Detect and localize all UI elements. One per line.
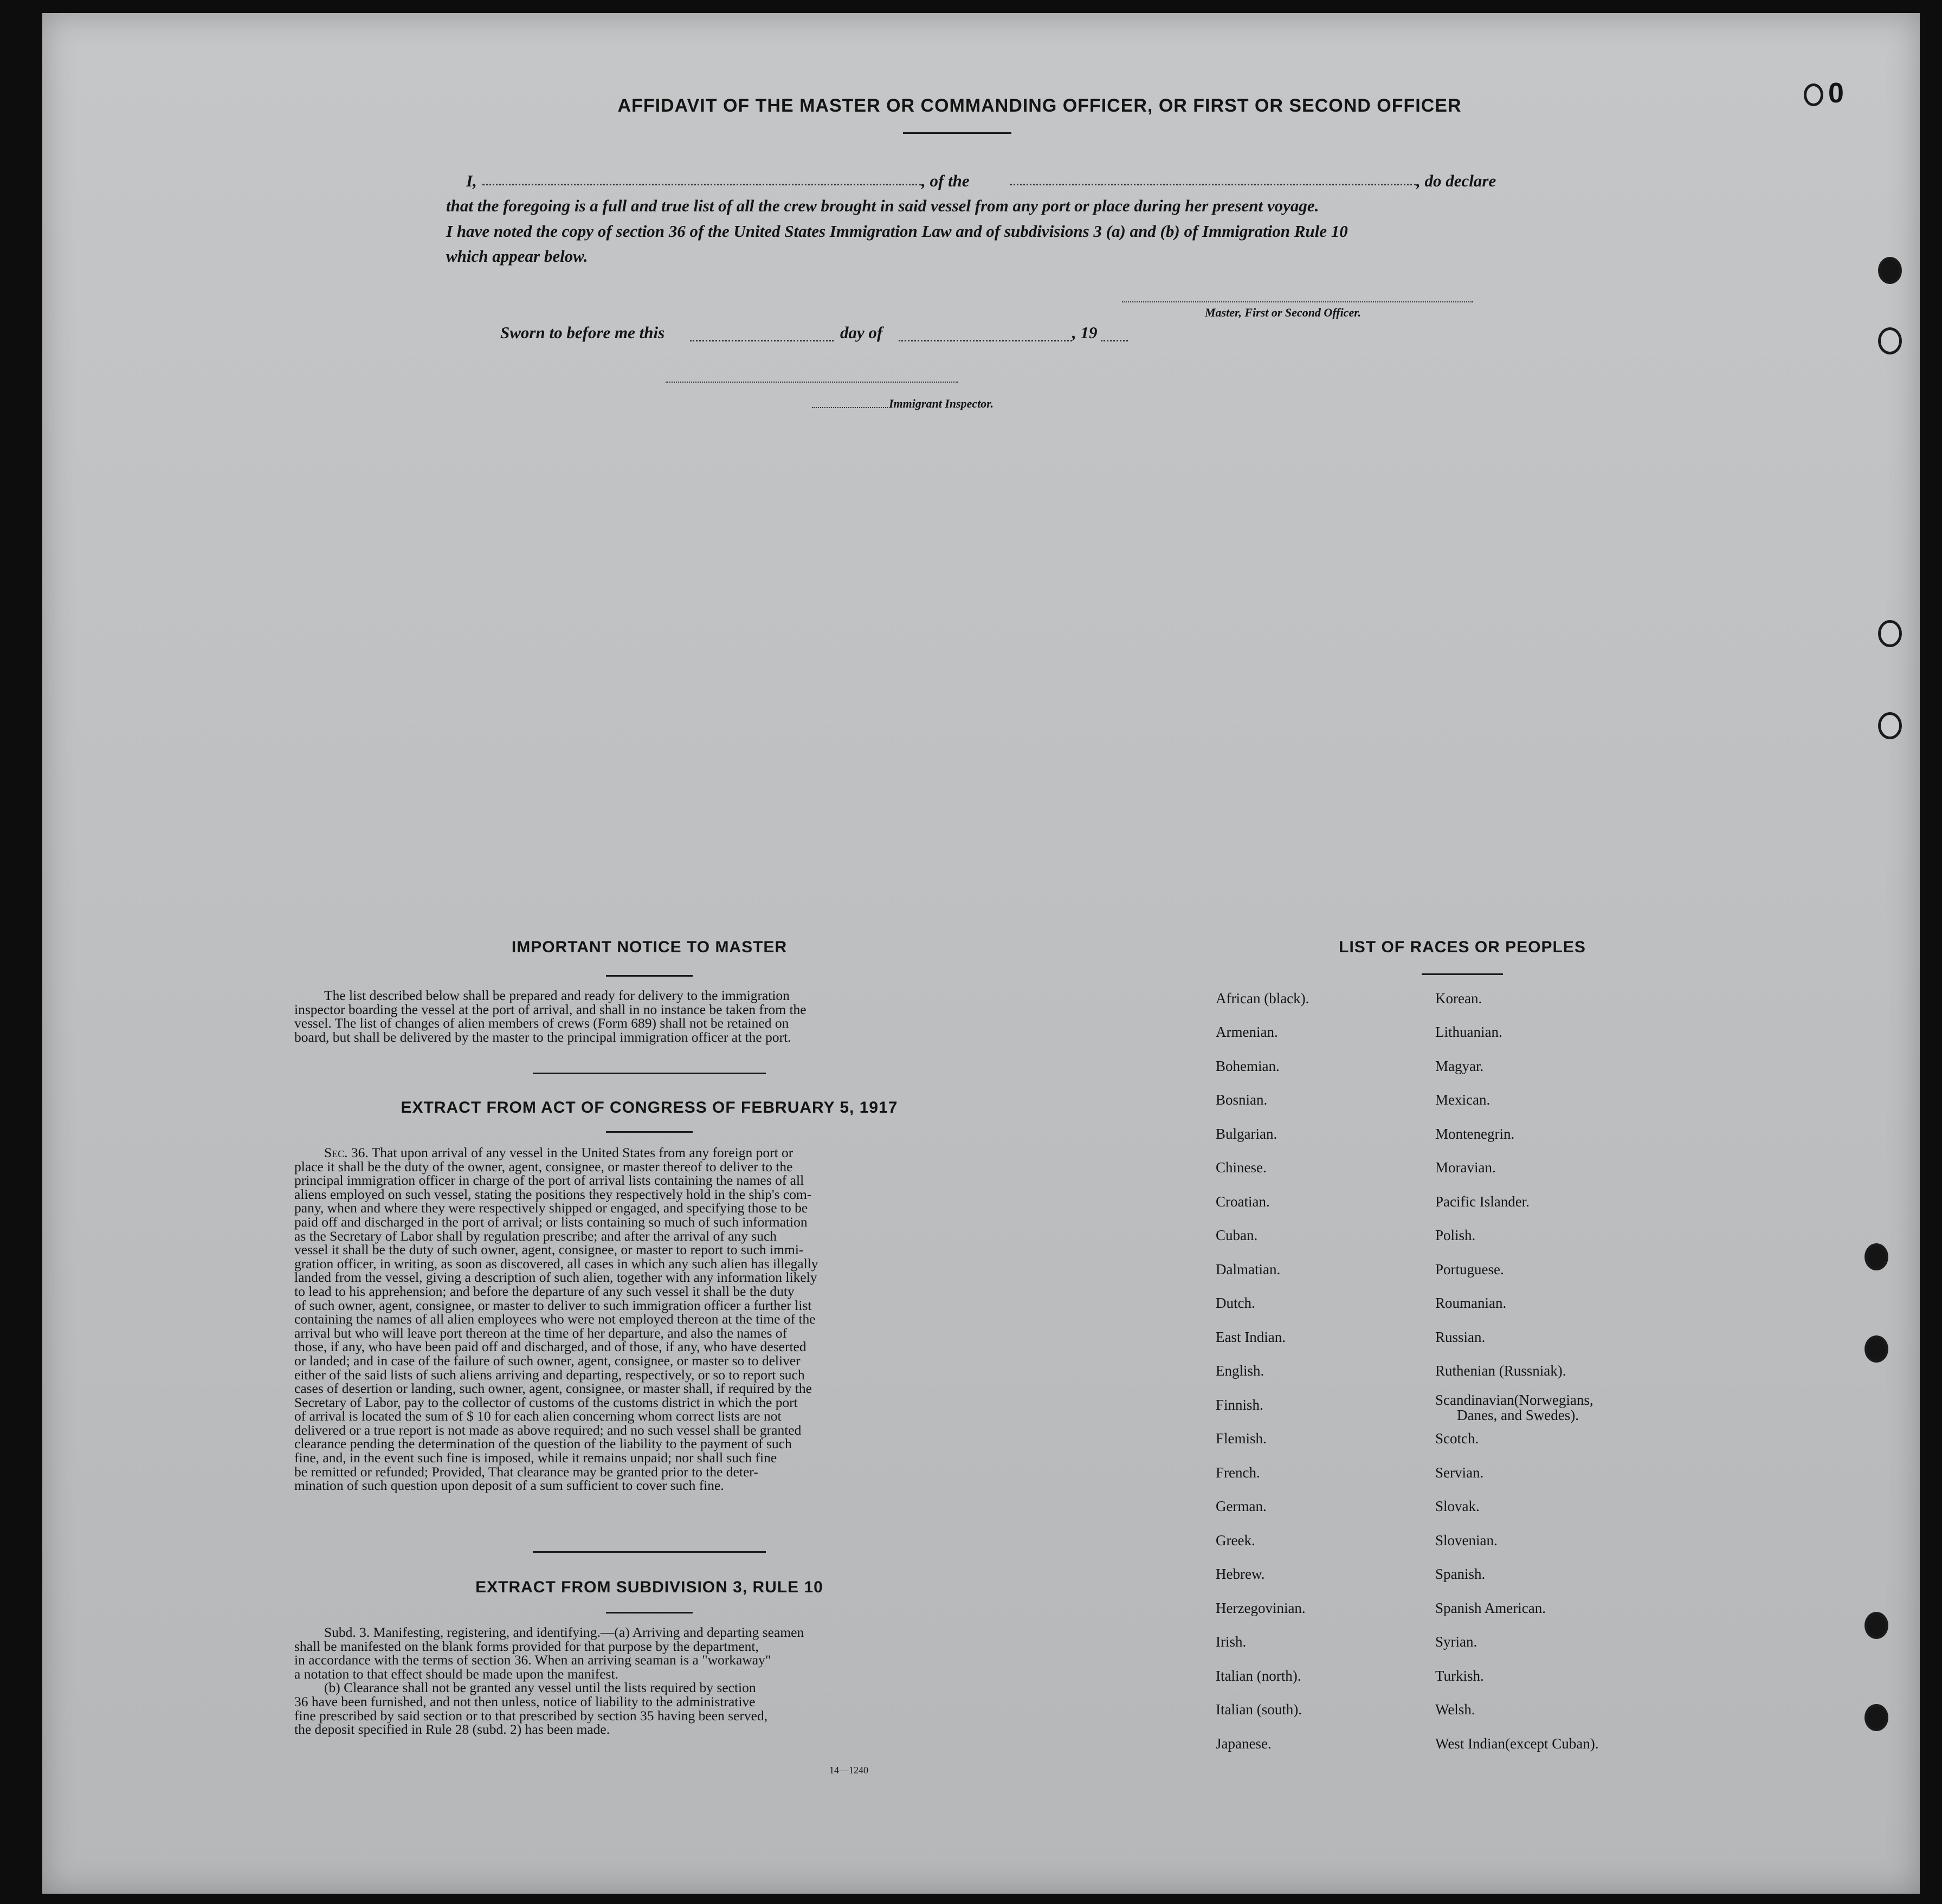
act-line: aliens employed on such vessel, stating the positions they respectively hold in the ship's com- — [294, 1186, 812, 1202]
act-line: fine, and, in the event such fine is imposed, while it remains unpaid; nor shall such fine — [294, 1450, 777, 1466]
act-title: EXTRACT FROM ACT OF CONGRESS OF FEBRUARY 5, 1917 — [401, 1099, 898, 1116]
inspector-label: Immigrant Inspector. — [889, 397, 994, 410]
act-line: to lead to his apprehension; and before the departure of any such vessel it shall be the duty — [294, 1283, 795, 1299]
race-item: English. — [1216, 1363, 1264, 1379]
race-item: Armenian. — [1216, 1024, 1278, 1040]
affidavit-line3: I have noted the copy of section 36 of the United States Immigration Law and of subdivisions 3 (a) and (b) of Immigration Rule 10 — [446, 222, 1348, 241]
race-item: French. — [1216, 1464, 1260, 1481]
race-item: Polish. — [1435, 1227, 1476, 1243]
race-item: Flemish. — [1216, 1430, 1267, 1447]
act-line: place it shall be the duty of the owner, agent, consignee, or master thereof to deliver to the — [294, 1158, 793, 1174]
race-item: Slovak. — [1435, 1498, 1480, 1514]
act-line: mination of such question upon deposit of a sum sufficient to cover such fine. — [294, 1477, 724, 1494]
act-line: pany, when and where they were respectively shipped or engaged, and specifying those to be — [294, 1200, 808, 1216]
rule-line: (b) Clearance shall not be granted any vessel until the lists required by section — [324, 1680, 756, 1696]
act-line: vessel it shall be the duty of such owner, agent, consignee, or master to report to such immi- — [294, 1242, 804, 1258]
race-item: Spanish. — [1435, 1566, 1486, 1582]
sec-label: Sec. 36. — [324, 1145, 369, 1160]
affidavit-title: AFFIDAVIT OF THE MASTER OR COMMANDING OFFICER, OR FIRST OR SECOND OFFICER — [617, 95, 1462, 116]
sworn-prefix: Sworn to before me this — [500, 323, 665, 342]
act-line: gration officer, in writing, as soon as discovered, all cases in which any such alien has illegally — [294, 1255, 818, 1272]
rule-line: the deposit specified in Rule 28 (subd. 2) has been made. — [294, 1721, 610, 1738]
race-item: Ruthenian (Russniak). — [1435, 1363, 1566, 1379]
master-label: Master, First or Second Officer. — [1205, 306, 1362, 319]
divider — [606, 1131, 693, 1133]
inspector-signature-blank[interactable] — [666, 382, 958, 383]
affidavit-line4: which appear below. — [446, 247, 588, 266]
race-item: Syrian. — [1435, 1634, 1478, 1650]
race-item: Bulgarian. — [1216, 1126, 1278, 1142]
race-item: West Indian(except Cuban). — [1435, 1735, 1599, 1752]
binder-hole — [1864, 1704, 1888, 1731]
race-item: Dutch. — [1216, 1295, 1255, 1311]
rule-line: 36 have been furnished, and not then unless, notice of liability to the administrative — [294, 1693, 756, 1709]
divider — [903, 132, 1011, 134]
act-line: those, if any, who have been paid off and discharged, and of those, if any, who have deserted — [294, 1339, 807, 1355]
race-item: Dalmatian. — [1216, 1261, 1281, 1277]
form-page — [42, 13, 1920, 1894]
race-item: German. — [1216, 1498, 1267, 1514]
act-line: cases of desertion or landing, such owner, agent, consignee, or master shall, if required by the — [294, 1380, 812, 1397]
year-prefix: , 19 — [1072, 323, 1098, 342]
divider — [533, 1551, 766, 1553]
rule-line: a notation to that effect should be made upon the manifest. — [294, 1666, 618, 1682]
race-item: Chinese. — [1216, 1159, 1267, 1176]
act-line: delivered or a true report is not made as above required; and no such vessel shall be granted — [294, 1422, 802, 1438]
binder-hole — [1864, 1243, 1888, 1270]
race-item: Roumanian. — [1435, 1295, 1507, 1311]
race-item: Italian (north). — [1216, 1668, 1301, 1684]
divider — [606, 975, 693, 977]
month-blank[interactable] — [899, 340, 1072, 341]
race-item: Greek. — [1216, 1532, 1255, 1548]
notice-line: board, but shall be delivered by the master to the principal immigration officer at the port. — [294, 1029, 791, 1045]
race-item: Bohemian. — [1216, 1058, 1280, 1074]
name-blank[interactable] — [482, 184, 921, 185]
year-blank[interactable] — [1101, 340, 1128, 341]
affidavit-do-declare: , do declare — [1416, 171, 1496, 190]
race-item: Russian. — [1435, 1329, 1486, 1345]
act-line: or landed; and in case of the failure of such owner, agent, consignee, or master so to deliver — [294, 1352, 801, 1369]
stamp-number: 0 — [1828, 78, 1844, 109]
rule-text — [294, 1625, 966, 1737]
race-item: Cuban. — [1216, 1227, 1258, 1243]
race-item: Welsh. — [1435, 1701, 1475, 1718]
divider — [1422, 973, 1503, 975]
vessel-blank[interactable] — [1010, 184, 1416, 185]
binder-hole — [1878, 712, 1902, 739]
act-line: principal immigration officer in charge of the port of arrival lists containing the names of all — [294, 1172, 804, 1189]
race-item: Scandinavian(Norwegians, Danes, and Swedes). — [1435, 1392, 1593, 1423]
divider — [533, 1073, 766, 1074]
race-item: Montenegrin. — [1435, 1126, 1515, 1142]
act-line: be remitted or refunded; Provided, That clearance may be granted prior to the deter- — [294, 1463, 758, 1480]
race-item: Italian (south). — [1216, 1701, 1302, 1718]
divider — [606, 1612, 693, 1613]
notice-line: inspector boarding the vessel at the port of arrival, and shall in no instance be taken from the — [294, 1001, 807, 1017]
affidavit-line2: that the foregoing is a full and true list of all the crew brought in said vessel from any port or place during her present voyage. — [446, 196, 1319, 215]
race-item: Slovenian. — [1435, 1532, 1498, 1548]
rule-title: EXTRACT FROM SUBDIVISION 3, RULE 10 — [475, 1578, 823, 1596]
race-item: Korean. — [1435, 990, 1482, 1006]
notice-text — [294, 989, 966, 1044]
form-number: 14—1240 — [829, 1765, 868, 1776]
binder-hole — [1878, 257, 1902, 284]
act-line: arrival but who will leave port thereon at the time of her departure, and also the names of — [294, 1325, 788, 1341]
binder-hole — [1878, 327, 1902, 354]
act-line: Secretary of Labor, pay to the collector of customs of the customs district in which the port — [294, 1394, 798, 1410]
inspector-small-blank — [812, 407, 888, 408]
act-line: of such owner, agent, consignee, or master to deliver to such immigration officer a further list — [294, 1297, 812, 1313]
race-item: Hebrew. — [1216, 1566, 1265, 1582]
day-blank[interactable] — [690, 340, 834, 341]
affidavit-of-the: , of the — [921, 171, 970, 190]
races-title: LIST OF RACES OR PEOPLES — [1339, 938, 1586, 956]
affidavit-i: I, — [466, 171, 477, 190]
day-of: day of — [840, 323, 883, 342]
act-line: landed from the vessel, giving a description of such alien, together with any information likely — [294, 1269, 817, 1286]
binder-hole — [1804, 83, 1823, 106]
notice-line: The list described below shall be prepared and ready for delivery to the immigration — [324, 988, 790, 1003]
rule-line: Subd. 3. Manifesting, registering, and identifying.—(a) Arriving and departing seamen — [324, 1624, 804, 1640]
race-item: Moravian. — [1435, 1159, 1496, 1176]
notice-title: IMPORTANT NOTICE TO MASTER — [511, 938, 788, 956]
race-item: Japanese. — [1216, 1735, 1272, 1752]
race-item: Irish. — [1216, 1634, 1247, 1650]
race-item: Turkish. — [1435, 1668, 1484, 1684]
act-line: Sec. 36. That upon arrival of any vessel in the United States from any foreign port or — [324, 1145, 793, 1160]
rule-line: fine prescribed by said section or to that prescribed by section 35 having been served, — [294, 1707, 768, 1724]
act-line: either of the said lists of such aliens arriving and departing, respectively, or so to report such — [294, 1366, 805, 1383]
act-line: of arrival is located the sum of $ 10 for each alien concerning whom correct lists are not — [294, 1408, 782, 1424]
act-text — [294, 1146, 966, 1493]
notice-line: vessel. The list of changes of alien members of crews (Form 689) shall not be retained on — [294, 1015, 789, 1031]
act-line: clearance pending the determination of the question of the liability to the payment of such — [294, 1436, 792, 1452]
race-item: Portuguese. — [1435, 1261, 1504, 1277]
signature-blank[interactable] — [1122, 301, 1473, 302]
binder-hole — [1864, 1335, 1888, 1363]
race-item: Lithuanian. — [1435, 1024, 1502, 1040]
rule-line: in accordance with the terms of section 36. When an arriving seaman is a "workaway" — [294, 1652, 771, 1668]
rule-line: shall be manifested on the blank forms provided for that purpose by the department, — [294, 1638, 759, 1654]
race-item: Bosnian. — [1216, 1092, 1268, 1108]
race-item: Mexican. — [1435, 1092, 1491, 1108]
act-line: containing the names of all alien employees who were not employed thereon at the time of the — [294, 1311, 816, 1327]
binder-hole — [1878, 620, 1902, 647]
race-item: Scotch. — [1435, 1430, 1479, 1447]
race-item: Finnish. — [1216, 1397, 1263, 1413]
race-item: Magyar. — [1435, 1058, 1484, 1074]
race-item: Servian. — [1435, 1464, 1484, 1481]
race-item: East Indian. — [1216, 1329, 1286, 1345]
race-item: African (black). — [1216, 990, 1309, 1006]
act-line: paid off and discharged in the port of arrival; or lists containing so much of such information — [294, 1214, 808, 1230]
race-item: Spanish American. — [1435, 1600, 1546, 1616]
binder-hole — [1864, 1612, 1888, 1639]
act-line: as the Secretary of Labor shall by regulation prescribe; and after the arrival of any such — [294, 1228, 777, 1244]
race-item: Croatian. — [1216, 1193, 1270, 1210]
race-item: Herzegovinian. — [1216, 1600, 1306, 1616]
race-item: Pacific Islander. — [1435, 1193, 1530, 1210]
